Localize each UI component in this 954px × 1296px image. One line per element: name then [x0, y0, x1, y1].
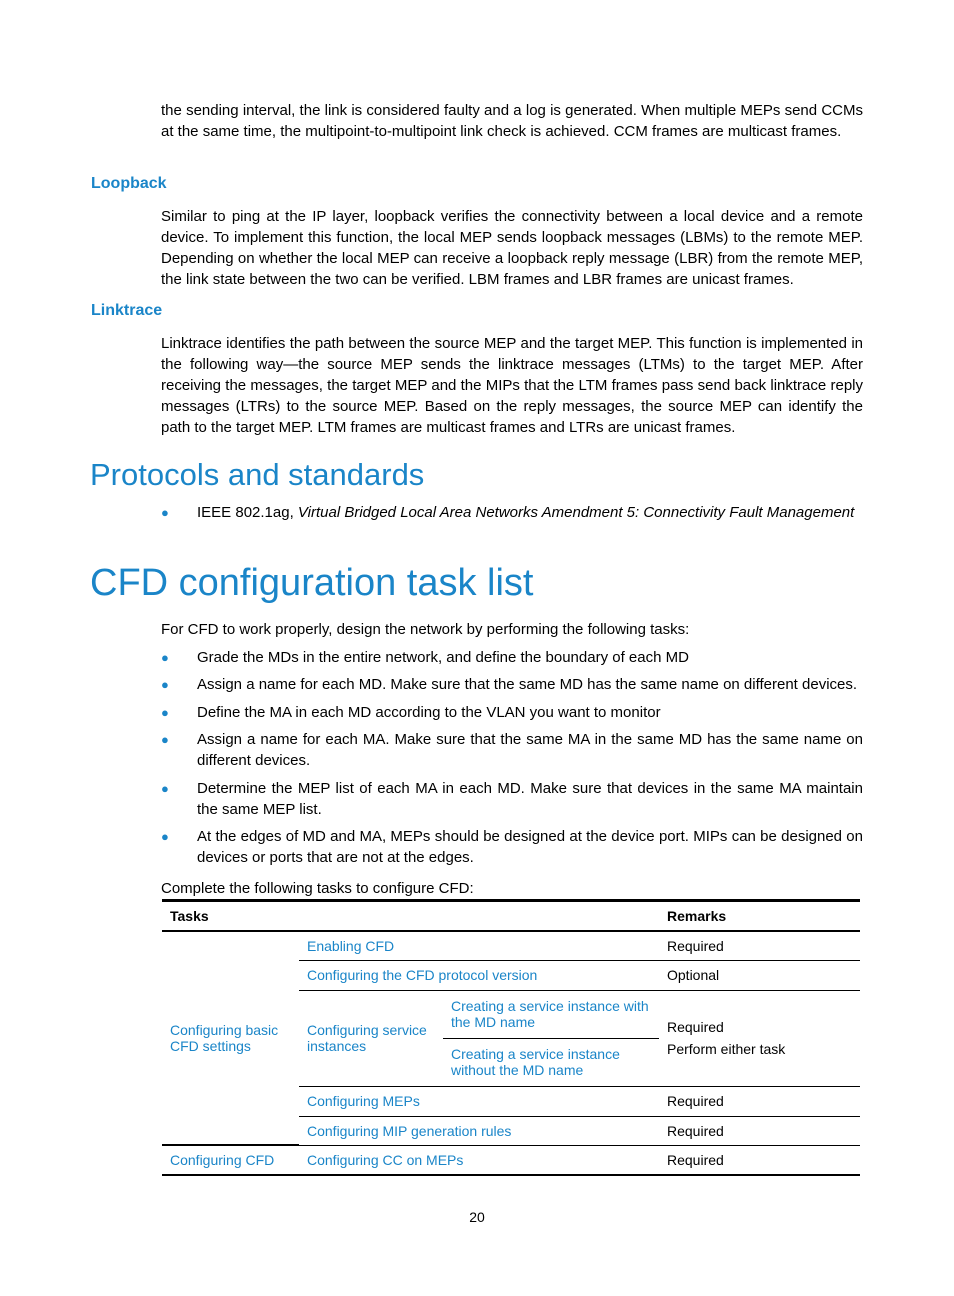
- service-with-md-link[interactable]: Creating a service instance with the MD name: [443, 990, 659, 1038]
- table-row: [162, 931, 860, 960]
- protocols-heading: Protocols and standards: [90, 457, 425, 492]
- bullet-icon: ●: [161, 505, 169, 520]
- group-cfd-link[interactable]: Configuring CFD: [162, 1145, 299, 1175]
- remark-cell: Required: [659, 1145, 860, 1175]
- protocol-version-link[interactable]: Configuring the CFD protocol version: [299, 960, 659, 990]
- remark-cell: Optional: [659, 960, 860, 990]
- service-instances-link[interactable]: Configuring service instances: [299, 990, 443, 1086]
- task-list-intro: For CFD to work properly, design the network by performing the following tasks:: [161, 621, 690, 638]
- linktrace-body: Linktrace identifies the path between the source MEP and the target MEP. This function is implemented in the following way—the source MEP sends the linktrace messages (LTMs) to the target MEP. After receiving the messages, the target MEP and the MIPs that the LTM frames pass send back linktrace reply messages (LTRs) to the source MEP. Based on the reply messages, the source MEP can identify the path to the target MEP. LTM frames are multicast frames and LTRs are unicast frames.: [161, 335, 863, 436]
- remark-either: Perform either task: [667, 1041, 786, 1057]
- table-intro: Complete the following tasks to configure CFD:: [161, 880, 474, 897]
- list-item: ● Grade the MDs in the entire network, and define the boundary of each MD: [161, 649, 689, 666]
- remark-required: Required: [667, 1019, 724, 1035]
- protocols-item-title: Virtual Bridged Local Area Networks Amendment 5: Connectivity Fault Management: [297, 504, 855, 521]
- cc-on-meps-link[interactable]: Configuring CC on MEPs: [299, 1145, 659, 1175]
- header-remarks: Remarks: [659, 901, 860, 932]
- protocols-item-prefix: IEEE 802.1ag,: [197, 504, 298, 521]
- mip-rules-link[interactable]: Configuring MIP generation rules: [299, 1116, 659, 1145]
- bullet-icon: ●: [161, 732, 169, 747]
- list-item: ● Determine the MEP list of each MA in each MD. Make sure that devices in the same MA maintain the same MEP list.: [161, 780, 863, 818]
- loopback-body: Similar to ping at the IP layer, loopback verifies the connectivity between a local device and a remote device. To implement this function, the local MEP sends loopback messages (LBMs) to the remote MEP. Depending on whether the local MEP can receive a loopback reply message (LBR) from the remote MEP, the link state between the two can be verified. LBM frames and LBR frames are unicast frames.: [161, 208, 863, 288]
- enabling-cfd-link[interactable]: Enabling CFD: [299, 931, 659, 960]
- table-header-row: [162, 901, 860, 932]
- task-list-heading: CFD configuration task list: [90, 562, 534, 604]
- group-basic-link[interactable]: Configuring basic CFD settings: [162, 931, 299, 1145]
- service-without-md-link[interactable]: Creating a service instance without the MD name: [443, 1038, 659, 1086]
- bullet-icon: ●: [161, 677, 169, 692]
- header-tasks: Tasks: [162, 901, 659, 932]
- table-row: [162, 1145, 860, 1175]
- linktrace-heading: Linktrace: [91, 302, 163, 319]
- remark-cell: Required: [659, 1116, 860, 1145]
- bullet-icon: ●: [161, 650, 169, 665]
- bullet-icon: ●: [161, 781, 169, 796]
- remark-cell: [659, 990, 860, 1086]
- list-item: ● Assign a name for each MA. Make sure that the same MA in the same MD has the same name on different devices.: [161, 731, 863, 769]
- list-item: ● Assign a name for each MD. Make sure that the same MD has the same name on different devices.: [161, 676, 858, 693]
- protocols-item: [161, 502, 863, 523]
- meps-link[interactable]: Configuring MEPs: [299, 1086, 659, 1116]
- intro-paragraph: the sending interval, the link is considered faulty and a log is generated. When multiple MEPs send CCMs at the same time, the multipoint-to-multipoint link check is achieved. CCM frames are multicast frames.: [161, 102, 863, 140]
- bullet-icon: ●: [161, 829, 169, 844]
- remark-cell: Required: [659, 1086, 860, 1116]
- list-item: ● At the edges of MD and MA, MEPs should be designed at the device port. MIPs can be designed on devices or ports that are not at the edges.: [161, 828, 863, 866]
- page-number: 20: [469, 1209, 485, 1225]
- remark-cell: Required: [659, 931, 860, 960]
- list-item: ● Define the MA in each MD according to the VLAN you want to monitor: [161, 704, 661, 721]
- bullet-icon: ●: [161, 705, 169, 720]
- loopback-heading: Loopback: [91, 175, 167, 192]
- tasks-table: [162, 899, 860, 1176]
